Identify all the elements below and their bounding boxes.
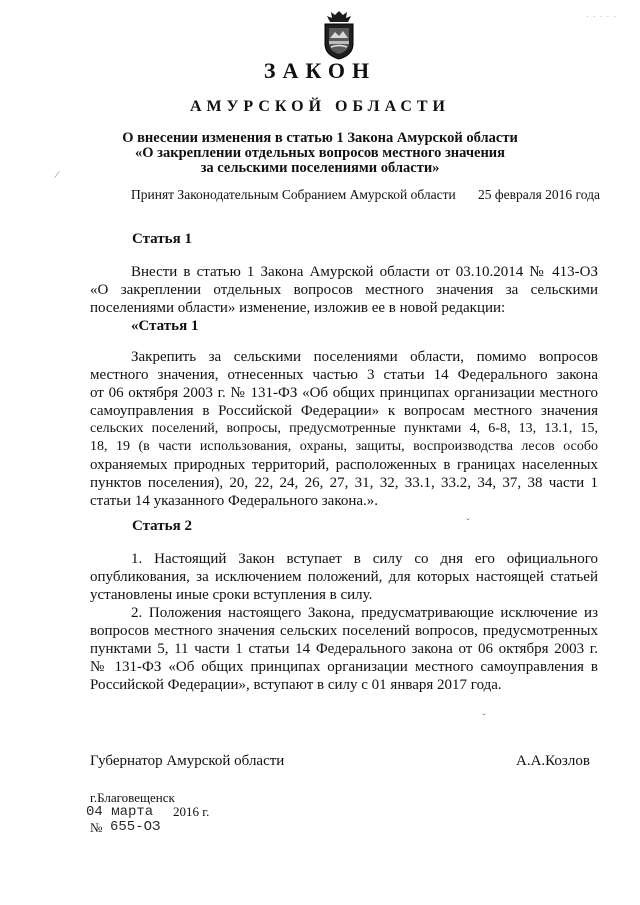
number-prefix: № <box>90 820 103 835</box>
article-2-heading: Статья 2 <box>132 518 192 534</box>
article-1-body-line: самоуправления в Российской Федерации» к вопросам местного значения <box>90 403 598 419</box>
coat-of-arms-icon <box>318 10 360 60</box>
article-1-intro-line: «О закреплении отдельных вопросов местного значения за сельскими <box>90 282 598 298</box>
article-1-intro-line: поселениями области» изменение, изложив ее в новой редакции: <box>90 300 506 316</box>
scan-mark: ˇ <box>482 712 486 724</box>
inner-article-heading: «Статья 1 <box>131 318 199 334</box>
governor-name: А.А.Козлов <box>516 753 590 769</box>
article-2-p2-line: Российской Федерации», вступают в силу с 01 января 2017 года. <box>90 677 502 693</box>
article-1-heading: Статья 1 <box>132 231 192 247</box>
article-2-p2-line: № 131-ФЗ «Об общих принципах организации местного самоуправления в <box>90 659 598 675</box>
subtitle-line: «О закреплении отдельных вопросов местного значения <box>134 145 505 161</box>
article-1-body-line: местного значения, отнесенных частью 3 статьи 14 Федерального закона <box>90 367 598 383</box>
article-1-body-line: статьи 14 указанного Федерального закона.». <box>90 493 379 509</box>
article-1-body-line: сельских поселений, вопросы, предусмотренные пунктами 4, 6-8, 13, 13.1, 15, <box>90 421 598 436</box>
date-stamp: 04 марта <box>86 804 154 820</box>
article-2-p2-line: вопросов местного значения сельских поселений вопросов, предусмотренных <box>90 623 598 639</box>
article-2-p2-line: пунктами 5, 11 части 1 статьи 14 Федерального закона от 06 октября 2003 г. <box>90 641 598 657</box>
subtitle-line: за сельскими поселениями области» <box>200 160 440 176</box>
region-title: АМУРСКОЙ ОБЛАСТИ <box>190 98 450 115</box>
article-2-p1-line: установлены иные сроки вступления в силу. <box>90 587 373 603</box>
scan-mark: ⁄ <box>56 169 58 181</box>
article-2-p2-line: 2. Положения настоящего Закона, предусматривающие исключение из <box>131 605 598 621</box>
law-number: 655-ОЗ <box>110 819 161 835</box>
article-1-body-line: охраняемых природных территорий, расположенных в границах населенных <box>90 457 598 473</box>
adopted-date: 25 февраля 2016 года <box>478 187 600 202</box>
article-1-intro-line: Внести в статью 1 Закона Амурской области от 03.10.2014 № 413-ОЗ <box>131 264 598 280</box>
year: 2016 г. <box>173 804 210 819</box>
document-title: ЗАКОН <box>263 58 377 83</box>
article-1-body-line: Закрепить за сельскими поселениями области, помимо вопросов <box>131 349 598 365</box>
corner-mark: · · · · · <box>586 12 618 21</box>
adopted-by: Принят Законодательным Собранием Амурской области <box>131 187 456 202</box>
scan-mark: ˇ <box>466 517 470 529</box>
article-2-p1-line: опубликования, за исключением положений, для которых настоящей статьей <box>90 569 598 585</box>
subtitle-line: О внесении изменения в статью 1 Закона Амурской области <box>122 130 518 146</box>
article-1-body-line: 18, 19 (в части использования, охраны, защиты, воспроизводства лесов особо <box>90 439 598 454</box>
governor-position: Губернатор Амурской области <box>90 753 285 769</box>
city: г.Благовещенск <box>90 790 175 805</box>
article-2-p1-line: 1. Настоящий Закон вступает в силу со дня его официального <box>131 551 598 567</box>
article-1-body-line: от 06 октября 2003 г. № 131-ФЗ «Об общих принципах организации местного <box>90 385 598 401</box>
article-1-body-line: пунктов поселения), 20, 22, 24, 26, 27, 31, 32, 33.1, 33.2, 34, 37, 38 части 1 <box>90 475 598 491</box>
